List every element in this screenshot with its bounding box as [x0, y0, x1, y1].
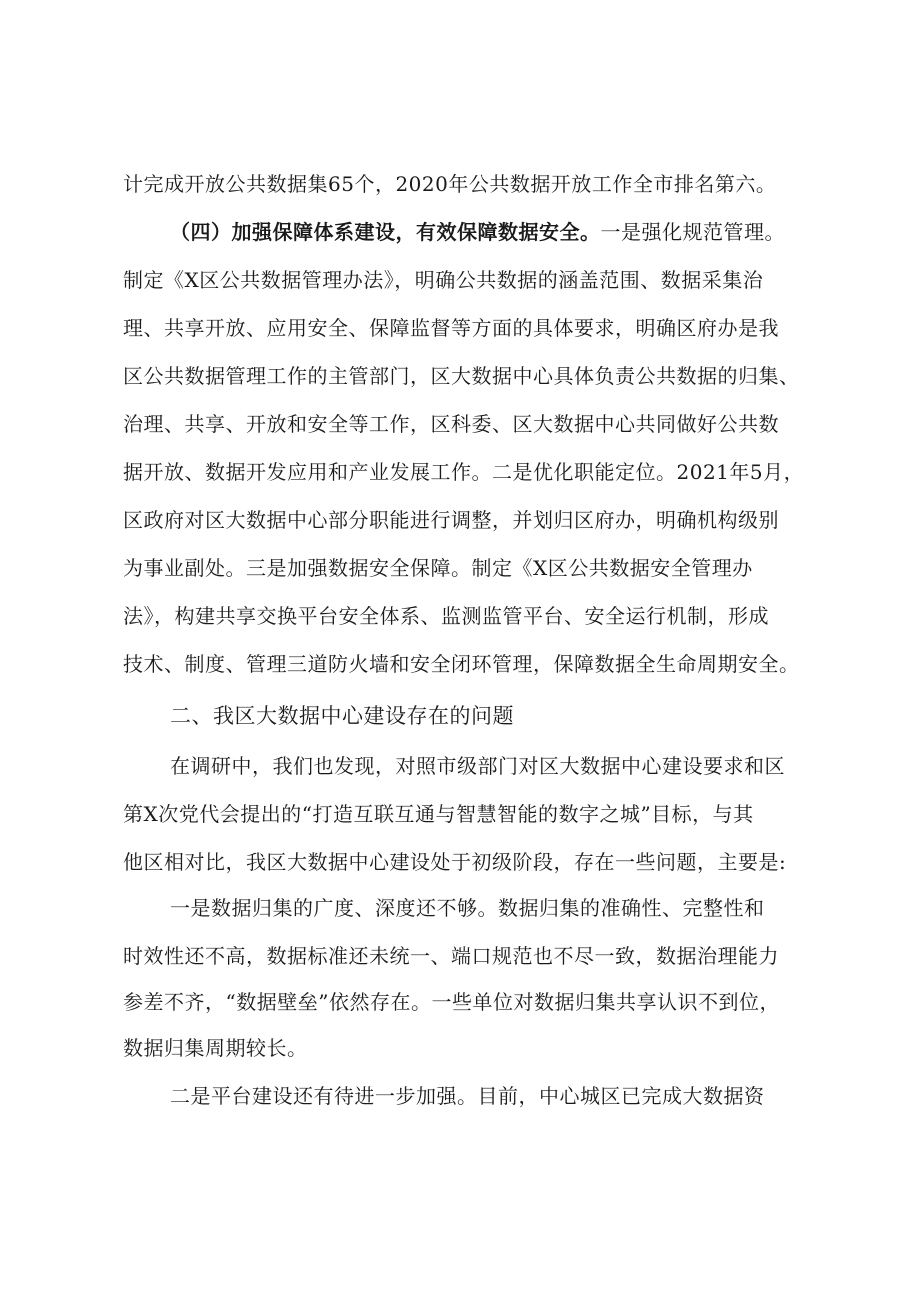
paragraph-line: 数据归集周期较长。	[123, 1036, 308, 1060]
paragraph-line: 据开放、数据开发应用和产业发展工作。二是优化职能定位。2021年5月，	[123, 460, 805, 484]
paragraph-line: 理、共享开放、应用安全、保障监督等方面的具体要求，明确区府办是我	[123, 316, 779, 340]
paragraph-line: 一是数据归集的广度、深度还不够。数据归集的准确性、完整性和	[170, 896, 765, 920]
paragraph-line: 制定《X区公共数据管理办法》，明确公共数据的涵盖范围、数据采集治	[123, 268, 764, 292]
section-heading: 二、我区大数据中心建设存在的问题	[170, 704, 514, 728]
paragraph-line: 法》，构建共享交换平台安全体系、监测监管平台、安全运行机制，形成	[123, 604, 769, 628]
section-heading-inline: （四）加强保障体系建设，有效保障数据安全。	[170, 220, 601, 244]
paragraph-line: 在调研中，我们也发现，对照市级部门对区大数据中心建设要求和区	[170, 754, 785, 778]
paragraph-line: 计完成开放公共数据集65个，2020年公共数据开放工作全市排名第六。	[123, 172, 777, 196]
section-paragraph-line	[170, 218, 815, 246]
paragraph-line: 第X次党代会提出的“打造互联互通与智慧智能的数字之城”目标，与其	[123, 802, 754, 826]
paragraph-line: 参差不齐，“数据壁垒”依然存在。一些单位对数据归集共享认识不到位，	[123, 990, 780, 1014]
paragraph-line: 治理、共享、开放和安全等工作，区科委、区大数据中心共同做好公共数	[123, 412, 779, 436]
paragraph-line: 他区相对比，我区大数据中心建设处于初级阶段，存在一些问题，主要是:	[123, 850, 787, 874]
paragraph-line: 为事业副处。三是加强数据安全保障。制定《X区公共数据安全管理办	[123, 556, 753, 580]
paragraph-text: 一是强化规范管理。	[600, 220, 785, 244]
paragraph-line: 时效性还不高，数据标准还未统一、端口规范也不尽一致，数据治理能力	[123, 944, 779, 968]
paragraph-line: 区政府对区大数据中心部分职能进行调整，并划归区府办，明确机构级别	[123, 508, 779, 532]
paragraph-line: 技术、制度、管理三道防火墙和安全闭环管理，保障数据全生命周期安全。	[123, 652, 800, 676]
paragraph-line: 区公共数据管理工作的主管部门，区大数据中心具体负责公共数据的归集、	[123, 364, 800, 388]
paragraph-line: 二是平台建设还有待进一步加强。目前，中心城区已完成大数据资	[170, 1084, 765, 1108]
